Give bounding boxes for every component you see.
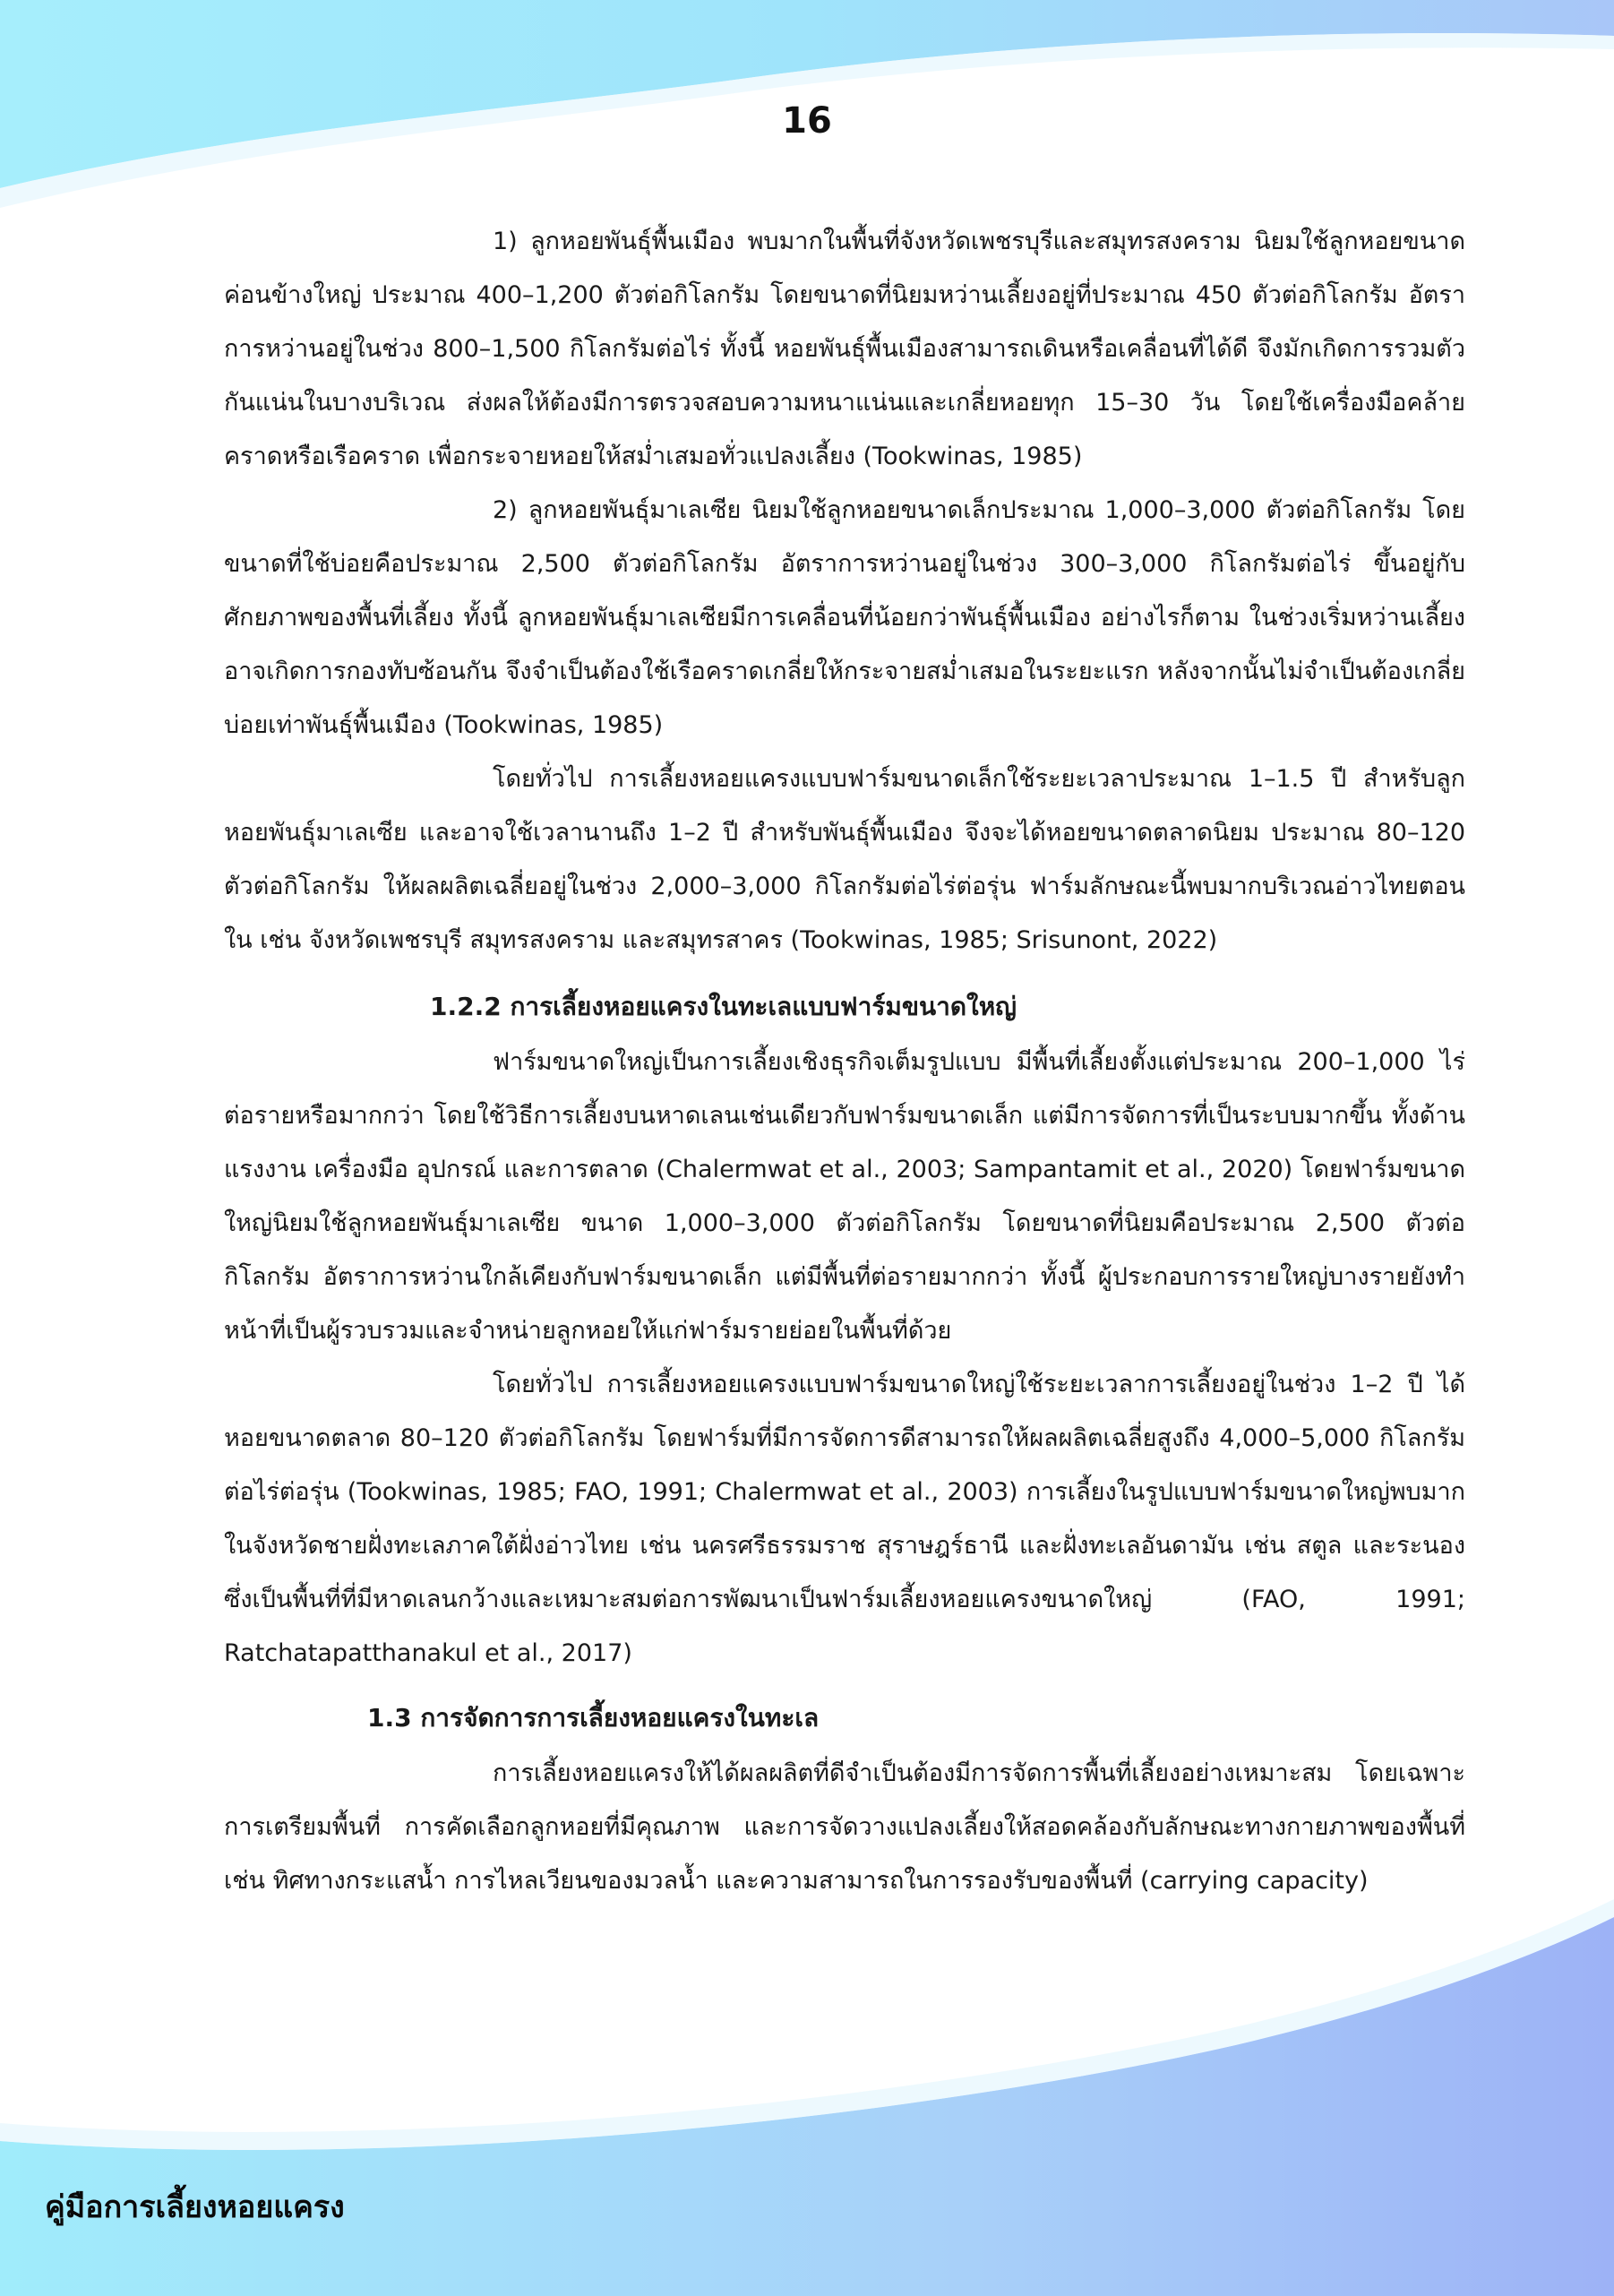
section-heading-1-3: 1.3 การจัดการการเลี้ยงหอยแครงในทะเล	[367, 1703, 820, 1733]
paragraph-small-farm-summary: โดยทั่วไป การเลี้ยงหอยแครงแบบฟาร์มขนาดเล็กใช้ระยะเวลาประมาณ 1–1.5 ปี สำหรับลูกหอยพันธุ์มาเลเซีย และอาจใช้เวลานานถึง 1–2 ปี สำหรับพันธุ์พื้นเมือง จึงจะได้หอยขนาดตลาดนิยม ประมาณ 80–120 ตัวต่อกิโลกรัม ให้ผลผลิตเฉลี่ยอยู่ในช่วง 2,000–3,000 กิโลกรัมต่อไร่ต่อรุ่น ฟาร์มลักษณะนี้พบมากบริเวณอ่าวไทยตอนใน เช่น จังหวัดเพชรบุรี สมุทรสงคราม และสมุทรสาคร (Tookwinas, 1985; Srisunont, 2022)	[224, 765, 1465, 954]
document-body	[224, 215, 1465, 1908]
top-wave	[0, 0, 1614, 188]
footer-manual-title: คู่มือการเลี้ยงหอยแครง	[45, 2189, 345, 2225]
section-heading-1-2-2: 1.2.2 การเลี้ยงหอยแครงในทะเลแบบฟาร์มขนาดใหญ่	[430, 992, 1017, 1021]
paragraph-malaysian-spat: 2) ลูกหอยพันธุ์มาเลเซีย นิยมใช้ลูกหอยขนาดเล็กประมาณ 1,000–3,000 ตัวต่อกิโลกรัม โดยขนาดที่ใช้บ่อยคือประมาณ 2,500 ตัวต่อกิโลกรัม อัตราการหว่านอยู่ในช่วง 300–3,000 กิโลกรัมต่อไร่ ขึ้นอยู่กับศักยภาพของพื้นที่เลี้ยง ทั้งนี้ ลูกหอยพันธุ์มาเลเซียมีการเคลื่อนที่น้อยกว่าพันธุ์พื้นเมือง อย่างไรก็ตาม ในช่วงเริ่มหว่านเลี้ยงอาจเกิดการกองทับซ้อนกัน จึงจำเป็นต้องใช้เรือคราดเกลี่ยให้กระจายสม่ำเสมอในระยะแรก หลังจากนั้นไม่จำเป็นต้องเกลี่ยบ่อยเท่าพันธุ์พื้นเมือง (Tookwinas, 1985)	[224, 496, 1465, 739]
page-number: 16	[782, 100, 832, 142]
paragraph-management: การเลี้ยงหอยแครงให้ได้ผลผลิตที่ดีจำเป็นต้องมีการจัดการพื้นที่เลี้ยงอย่างเหมาะสม โดยเฉพาะการเตรียมพื้นที่ การคัดเลือกลูกหอยที่มีคุณภาพ และการจัดวางแปลงเลี้ยงให้สอดคล้องกับลักษณะทางกายภาพของพื้นที่ เช่น ทิศทางกระแสน้ำ การไหลเวียนของมวลน้ำ และความสามารถในการรองรับของพื้นที่ (carrying capacity)	[224, 1759, 1465, 1895]
paragraph-large-farm-summary: โดยทั่วไป การเลี้ยงหอยแครงแบบฟาร์มขนาดใหญ่ใช้ระยะเวลาการเลี้ยงอยู่ในช่วง 1–2 ปี ได้หอยขนาดตลาด 80–120 ตัวต่อกิโลกรัม โดยฟาร์มที่มีการจัดการดีสามารถให้ผลผลิตเฉลี่ยสูงถึง 4,000–5,000 กิโลกรัมต่อไร่ต่อรุ่น (Tookwinas, 1985; FAO, 1991; Chalermwat et al., 2003) การเลี้ยงในรูปแบบฟาร์มขนาดใหญ่พบมากในจังหวัดชายฝั่งทะเลภาคใต้ฝั่งอ่าวไทย เช่น นครศรีธรรมราช สุราษฎร์ธานี และฝั่งทะเลอันดามัน เช่น สตูล และระนอง ซึ่งเป็นพื้นที่ที่มีหาดเลนกว้างและเหมาะสมต่อการพัฒนาเป็นฟาร์มเลี้ยงหอยแครงขนาดใหญ่ (FAO, 1991; Ratchatapatthanakul et al., 2017)	[224, 1371, 1465, 1667]
paragraph-native-spat: 1) ลูกหอยพันธุ์พื้นเมือง พบมากในพื้นที่จังหวัดเพชรบุรีและสมุทรสงคราม นิยมใช้ลูกหอยขนาดค่อนข้างใหญ่ ประมาณ 400–1,200 ตัวต่อกิโลกรัม โดยขนาดที่นิยมหว่านเลี้ยงอยู่ที่ประมาณ 450 ตัวต่อกิโลกรัม อัตราการหว่านอยู่ในช่วง 800–1,500 กิโลกรัมต่อไร่ ทั้งนี้ หอยพันธุ์พื้นเมืองสามารถเดินหรือเคลื่อนที่ได้ดี จึงมักเกิดการรวมตัวกันแน่นในบางบริเวณ ส่งผลให้ต้องมีการตรวจสอบความหนาแน่นและเกลี่ยหอยทุก 15–30 วัน โดยใช้เครื่องมือคล้ายคราดหรือเรือคราด เพื่อกระจายหอยให้สม่ำเสมอทั่วแปลงเลี้ยง (Tookwinas, 1985)	[224, 228, 1465, 470]
paragraph-large-farm: ฟาร์มขนาดใหญ่เป็นการเลี้ยงเชิงธุรกิจเต็มรูปแบบ มีพื้นที่เลี้ยงตั้งแต่ประมาณ 200–1,000 ไร่ต่อรายหรือมากกว่า โดยใช้วิธีการเลี้ยงบนหาดเลนเช่นเดียวกับฟาร์มขนาดเล็ก แต่มีการจัดการที่เป็นระบบมากขึ้น ทั้งด้านแรงงาน เครื่องมือ อุปกรณ์ และการตลาด (Chalermwat et al., 2003; Sampantamit et al., 2020) โดยฟาร์มขนาดใหญ่นิยมใช้ลูกหอยพันธุ์มาเลเซีย ขนาด 1,000–3,000 ตัวต่อกิโลกรัม โดยขนาดที่นิยมคือประมาณ 2,500 ตัวต่อกิโลกรัม อัตราการหว่านใกล้เคียงกับฟาร์มขนาดเล็ก แต่มีพื้นที่ต่อรายมากกว่า ทั้งนี้ ผู้ประกอบการรายใหญ่บางรายยังทำหน้าที่เป็นผู้รวบรวมและจำหน่ายลูกหอยให้แก่ฟาร์มรายย่อยในพื้นที่ด้วย	[224, 1048, 1465, 1345]
